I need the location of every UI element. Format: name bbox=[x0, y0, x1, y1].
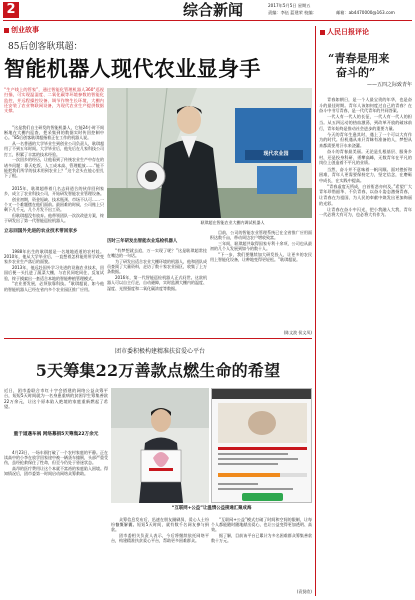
page-number-badge: 2 bbox=[3, 2, 19, 18]
paragraph: 2015年，耿琪超带着几名志同道合的伙伴回到家乡，成立了农业科技公司，开始研发智能农业管理设备。 bbox=[4, 186, 104, 197]
square-bullet-icon bbox=[320, 30, 325, 35]
paragraph: 高昂的医疗费用让这个本就不富裕的家庭陷入困境。得知情况后，团市委第一时间启动网络众筹救助。 bbox=[4, 466, 108, 477]
masthead-rule bbox=[3, 20, 412, 21]
paragraph: 让青春在奋斗中闪光，把小我融入大我，青年一代必将大有可为，也必将大有作为。 bbox=[319, 206, 412, 218]
story1-intro: “生产线上的管家”，通过智能化管理机器人360°巡视扫描，可实现温湿度、二氧化碳等环境参数的智能化监控，并远程操控设备、调节作物生长环境，大棚内还安装了农业物联网设备，为现代农业生产提供数据支撑。 bbox=[4, 87, 104, 114]
story2-body-col2 bbox=[111, 517, 209, 595]
paragraph: 从一名普通的大学毕业生到创业公司负责人，耿琪超用了不到五年时间。大学毕业后，他先后在几家科技公司打工，积累了丰富的技术经验。 bbox=[4, 141, 104, 157]
story1-headline: 智能机器人现代农业显身手 bbox=[4, 56, 261, 81]
page-title: 综合新闻 bbox=[182, 1, 243, 19]
paragraph: 一次回乡的经历，让他看到了传统农业生产中存在的诸多问题：靠天吃饭、人工成本高、管理粗放……“能不能把我们所学的技术用到农业上？”这个念头在他心里扎下了根。 bbox=[4, 157, 104, 179]
story1-subhead2: 历时三年研发出智能农业巡检机器人 bbox=[107, 239, 178, 244]
story1-body-col5 bbox=[210, 230, 312, 326]
column-divider bbox=[315, 26, 316, 596]
section-label-commentary: 人民日报评论 bbox=[320, 28, 369, 37]
paragraph: 青春如朝日，是一个人最宝贵的年华，也是奋斗的最佳时期。青年人该如何度过自己的青春？在奋斗中书写青春，是一代代青年的共同答案。 bbox=[319, 97, 412, 114]
commentary-headline-line1: “青春是用来 bbox=[328, 52, 390, 65]
story1-body-col3 bbox=[4, 249, 104, 331]
story1-body-col2 bbox=[4, 186, 104, 226]
paragraph: 团市委相关负责人表示，今后将继续依托网络平台，构建精准扶贫爱心平台，帮助更多困难群众。 bbox=[111, 533, 209, 544]
section-label-startup: 创业故事 bbox=[4, 26, 39, 35]
paragraph: “有梦想就去追，万一实现了呢？”这是耿琪超常挂在嘴边的一句话。 bbox=[107, 248, 207, 259]
paragraph: 三年间，耿琪超共取得国家专利十余项，公司也从最初的几个人发展到如今的数十人。 bbox=[210, 241, 312, 252]
paragraph: “下一步，我们要继续加大研发投入，让更多的农民用上智能化设备，让种地变得更轻松。”耿琪超说。 bbox=[210, 252, 312, 263]
story2-photo-right bbox=[211, 388, 312, 503]
paragraph: “青春虚度无所成，白首衔悲亦何及。”希望广大青年珍惜韶华、不负青春，以奋斗姿态激扬青春，让青春在为祖国、为人民的奉献中焕发出更加绚丽的光彩。 bbox=[319, 183, 412, 206]
story1-photo-caption: 耿琪超在智能农业大棚内调试机器人 bbox=[200, 220, 265, 225]
paragraph: 目前，公司的智能农业管理系统已在全省推广应用面积达数千亩，带动周边农户增收致富。 bbox=[210, 230, 312, 241]
paragraph: 1988年出生的耿琪超是一名地地道道的农村娃。2010年，他从大学毕业后，一直想着怎样能用所学改变家乡农业生产落后的面貌。 bbox=[4, 249, 104, 265]
story2-headline: 5天筹集22万善款点燃生命的希望 bbox=[35, 361, 281, 380]
paragraph: 2013年，他远赴国外学习先进的设施农业技术，回国后便一头扎进了蔬菜大棚，与农民同吃同住，反复试验，终于摸索出一套适合本地的智能种植管理模式。 bbox=[4, 265, 104, 281]
paragraph: “农业要发展，必须依靠科技。”耿琪超说，如今他的智能机器人已经在省内多个农业园区推广应用。 bbox=[4, 281, 104, 292]
paragraph: 当然，奋斗并不意味着一帆风顺。面对挫折和困难，青年人更需要保持定力，坚定信念，在磨砺中成长，在实践中提高。 bbox=[319, 166, 412, 183]
hospital-scene bbox=[111, 388, 209, 503]
story2-intro: 近日，团市委联合市红十字会搭建的网络公益众筹平台，短短5天时间就为一名身患重病的贫困学生筹集善款22万余元，让这个原本陷入绝境的家庭重新燃起了希望。 bbox=[4, 388, 108, 409]
story2-photo-caption: “互联网+公益”让温情公益接通汇聚成海 bbox=[171, 506, 252, 511]
editor-line: 责编：李伍 蓝建荣 校编： bbox=[268, 10, 317, 15]
paragraph: 创业初期，资金短缺、技术瓶颈、市场不认可……一个又一个难题摆在他们面前。最困难的时候，公司账上只剩下几千元，几个月发不出工资。 bbox=[4, 197, 104, 213]
phone-screenshot bbox=[212, 389, 312, 503]
commentary-subtitle: ——五四之际致青年 bbox=[366, 82, 412, 88]
paragraph: 奋斗的青春最美丽。无论是扎根基层、服务乡村，还是投身科研、勇攀高峰，无数青年在平凡的岗位上创造着不平凡的业绩。 bbox=[319, 149, 412, 166]
paragraph: 众筹信息发布后，迅速在朋友圈刷屏，爱心人士纷纷慷慨解囊。短短5天时间，就有数千名网友参与捐款。 bbox=[111, 517, 209, 533]
email-line: 邮箱：ab4470000@163.com bbox=[336, 10, 395, 15]
commentary-headline-line2: 奋斗的” bbox=[336, 66, 376, 79]
story1-subhead1: 立志回国外先进的农业技术带回家乡 bbox=[4, 229, 78, 234]
masthead bbox=[0, 0, 415, 22]
story2-reporter: (袁贤欣) bbox=[296, 589, 312, 594]
paragraph: 今天的青年生逢其时，遇上了一个可以大有作为的时代。但机遇从来只青睐有准备的人，梦想从来都需要用汗水来浇灌。 bbox=[319, 131, 412, 148]
story-separator bbox=[4, 338, 312, 339]
paragraph: 为了研发出适合农业大棚环境的机器人，他和团队成员查阅了大量资料，走访了数十家农业园区，收集了上万条数据。 bbox=[107, 259, 207, 275]
story1-body-col4 bbox=[107, 248, 207, 331]
story1-body-col1 bbox=[4, 125, 104, 183]
date-line: 2017年5月5日 星期五 bbox=[268, 3, 311, 8]
story2-photo-left bbox=[111, 388, 209, 503]
paragraph: 2016年，第一代智能巡检机器人正式问世。这款机器人可以自主行走，自动避障，实时监测大棚内的温度、湿度、光照强度和二氧化碳浓度等数据。 bbox=[107, 275, 207, 291]
photo-sign-label: 现代农业园 bbox=[263, 151, 289, 157]
paragraph: “这是我们自主研发的智能机器人，它能24小时不间断地在大棚内巡查，把采集到的数据实时传回控制中心。”85后创客耿琪超指着正在工作的机器人说。 bbox=[4, 125, 104, 141]
paragraph: 但耿琪超没有放弃。他带领团队一次次改进方案，终于研发出了第一代智能巡检机器人。 bbox=[4, 213, 104, 224]
paragraph: 4月23日，一场车祸打破了一个农村家庭的平静。正在读高中的小李在放学回家途中被一辆货车撞倒，头部严重受伤，虽经抢救保住了性命，但至今仍处于昏迷状态。 bbox=[4, 450, 108, 466]
story2-body-col3 bbox=[211, 517, 312, 587]
story2-subhead: 重于道遇车祸 网络募捐5天筹集22万余元 bbox=[13, 432, 99, 437]
paragraph: 一代人有一代人的长征，一代人有一代人的担当。从五四运动的热血激荡，到改革开放的破冰前行，青年始终是推动社会进步的重要力量。 bbox=[319, 114, 412, 131]
square-bullet-icon bbox=[4, 28, 9, 33]
paragraph: “互联网+公益”模式打破了时间和空间的限制，让每个人都能随时随地献出爱心，也让公益变得更加透明、高效。 bbox=[211, 517, 312, 533]
commentary-body bbox=[319, 97, 412, 595]
story1-reporter: (陈文波 侯文凤) bbox=[283, 330, 312, 335]
story2-body-col1 bbox=[4, 450, 108, 595]
story2-kicker: 团市委积极构建精准扶贫爱心平台 bbox=[114, 348, 205, 355]
story1-photo bbox=[107, 88, 312, 218]
paragraph: 据了解，目前该平台已累计为多名困难群众筹集善款数十万元。 bbox=[211, 533, 312, 544]
story1-kicker: 85后创客耿琪超： bbox=[8, 42, 83, 52]
